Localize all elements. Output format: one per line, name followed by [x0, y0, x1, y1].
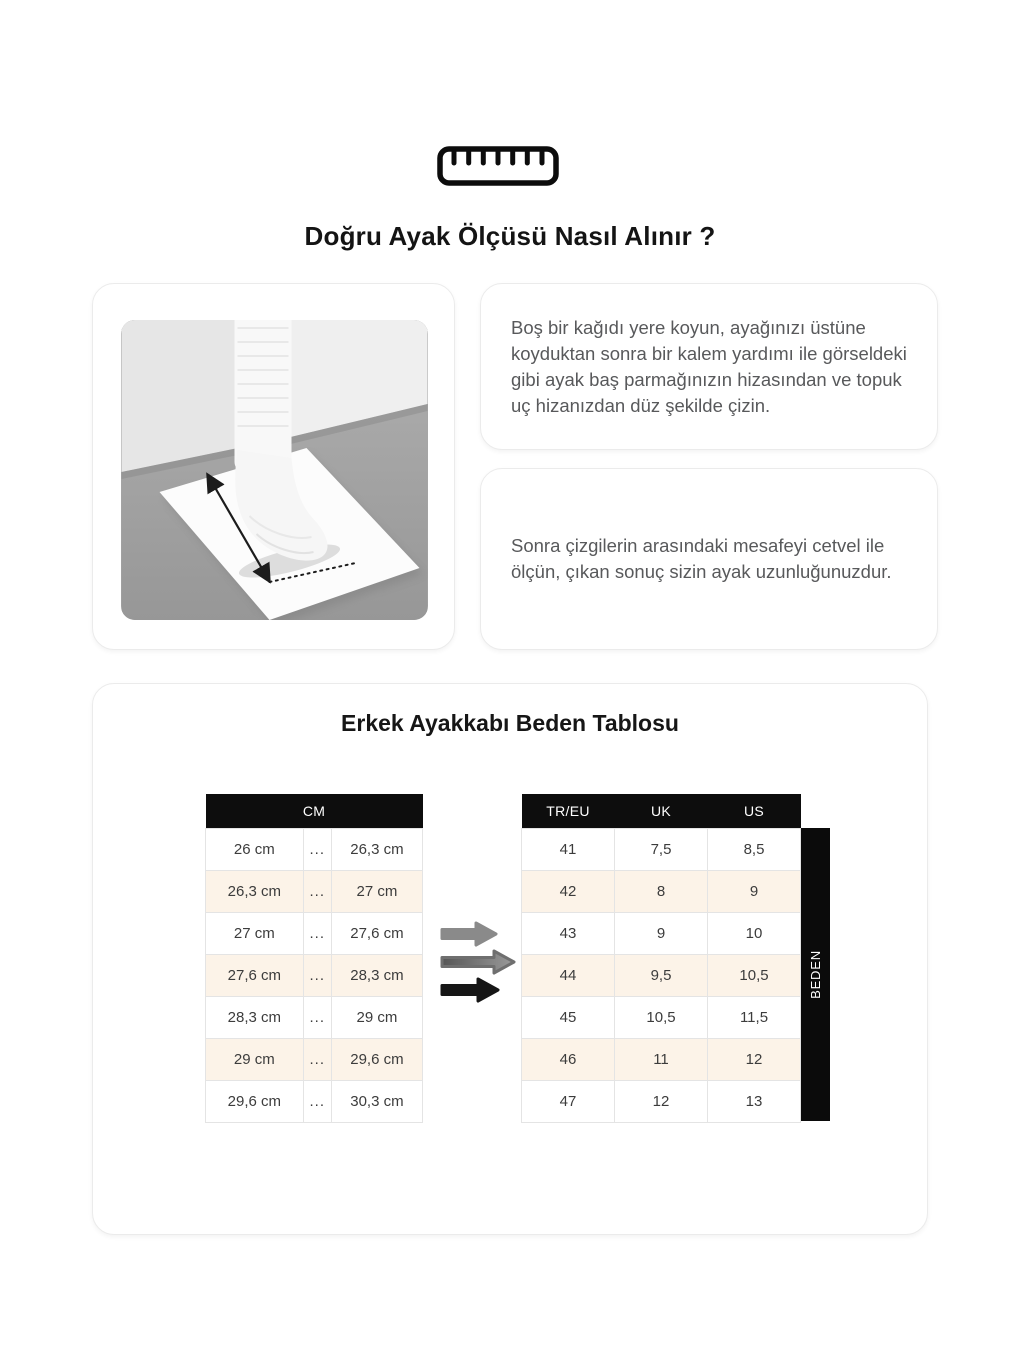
dots-separator: ... [303, 1080, 331, 1122]
cm-to-cell: 26,3 cm [331, 828, 422, 870]
cm-table [205, 794, 423, 1123]
table-row [522, 996, 801, 1038]
cm-from-cell: 26,3 cm [206, 870, 304, 912]
cm-from-cell: 29,6 cm [206, 1080, 304, 1122]
international-size-table [521, 794, 830, 1123]
us-cell: 12 [708, 1038, 801, 1080]
tr-eu-cell: 46 [522, 1038, 615, 1080]
cm-to-cell: 28,3 cm [331, 954, 422, 996]
dots-separator: ... [303, 954, 331, 996]
cm-to-cell: 27,6 cm [331, 912, 422, 954]
foot-measurement-photo [121, 320, 428, 620]
tr-eu-cell: 41 [522, 828, 615, 870]
dots-separator: ... [303, 828, 331, 870]
us-header: US [708, 794, 801, 828]
tr-eu-cell: 47 [522, 1080, 615, 1122]
us-cell: 8,5 [708, 828, 801, 870]
size-chart-title: Erkek Ayakkabı Beden Tablosu [341, 710, 679, 736]
tr-eu-cell: 44 [522, 954, 615, 996]
us-cell: 9 [708, 870, 801, 912]
table-row [206, 870, 423, 912]
table-row [522, 954, 801, 996]
beden-side-label: BEDEN [801, 828, 830, 1121]
cm-from-cell: 26 cm [206, 828, 304, 870]
cm-to-cell: 29,6 cm [331, 1038, 422, 1080]
us-cell: 10 [708, 912, 801, 954]
table-row [522, 828, 801, 870]
dots-separator: ... [303, 1038, 331, 1080]
uk-header: UK [615, 794, 708, 828]
uk-cell: 9 [615, 912, 708, 954]
dots-separator: ... [303, 912, 331, 954]
us-cell: 11,5 [708, 996, 801, 1038]
uk-cell: 8 [615, 870, 708, 912]
table-row [206, 1038, 423, 1080]
table-row [206, 954, 423, 996]
uk-cell: 7,5 [615, 828, 708, 870]
cm-from-cell: 29 cm [206, 1038, 304, 1080]
uk-cell: 11 [615, 1038, 708, 1080]
cm-table-header: CM [206, 794, 423, 828]
conversion-arrows-icon [438, 920, 516, 1004]
instruction-card-step1 [480, 283, 938, 450]
table-row [206, 996, 423, 1038]
cm-from-cell: 27 cm [206, 912, 304, 954]
table-row [206, 912, 423, 954]
ruler-icon [437, 146, 559, 186]
tr-eu-cell: 42 [522, 870, 615, 912]
cm-from-cell: 27,6 cm [206, 954, 304, 996]
uk-cell: 12 [615, 1080, 708, 1122]
instruction-text-step1: Boş bir kağıdı yere koyun, ayağınızı üstüne koyduktan sonra bir kalem yardımı ile görseldeki gibi ayak baş parmağınızın hizasından ve topuk uç hizanızdan düz şekilde çizin. [511, 316, 907, 416]
page-title: Doğru Ayak Ölçüsü Nasıl Alınır ? [304, 221, 716, 251]
size-chart-card [92, 683, 928, 1235]
cm-to-cell: 30,3 cm [331, 1080, 422, 1122]
tr-eu-cell: 43 [522, 912, 615, 954]
table-row [206, 1080, 423, 1122]
instruction-text-step2: Sonra çizgilerin arasındaki mesafeyi cetvel ile ölçün, çıkan sonuç sizin ayak uzunluğunuzdur. [511, 535, 892, 582]
table-row [522, 1038, 801, 1080]
cm-to-cell: 27 cm [331, 870, 422, 912]
measurement-photo-card [92, 283, 455, 650]
dots-separator: ... [303, 870, 331, 912]
table-row [206, 828, 423, 870]
us-cell: 10,5 [708, 954, 801, 996]
instruction-card-step2 [480, 468, 938, 650]
tr-eu-cell: 45 [522, 996, 615, 1038]
cm-to-cell: 29 cm [331, 996, 422, 1038]
tr-eu-header: TR/EU [522, 794, 615, 828]
table-row [522, 1080, 801, 1122]
table-row [522, 870, 801, 912]
table-row [522, 912, 801, 954]
cm-from-cell: 28,3 cm [206, 996, 304, 1038]
us-cell: 13 [708, 1080, 801, 1122]
uk-cell: 9,5 [615, 954, 708, 996]
dots-separator: ... [303, 996, 331, 1038]
uk-cell: 10,5 [615, 996, 708, 1038]
